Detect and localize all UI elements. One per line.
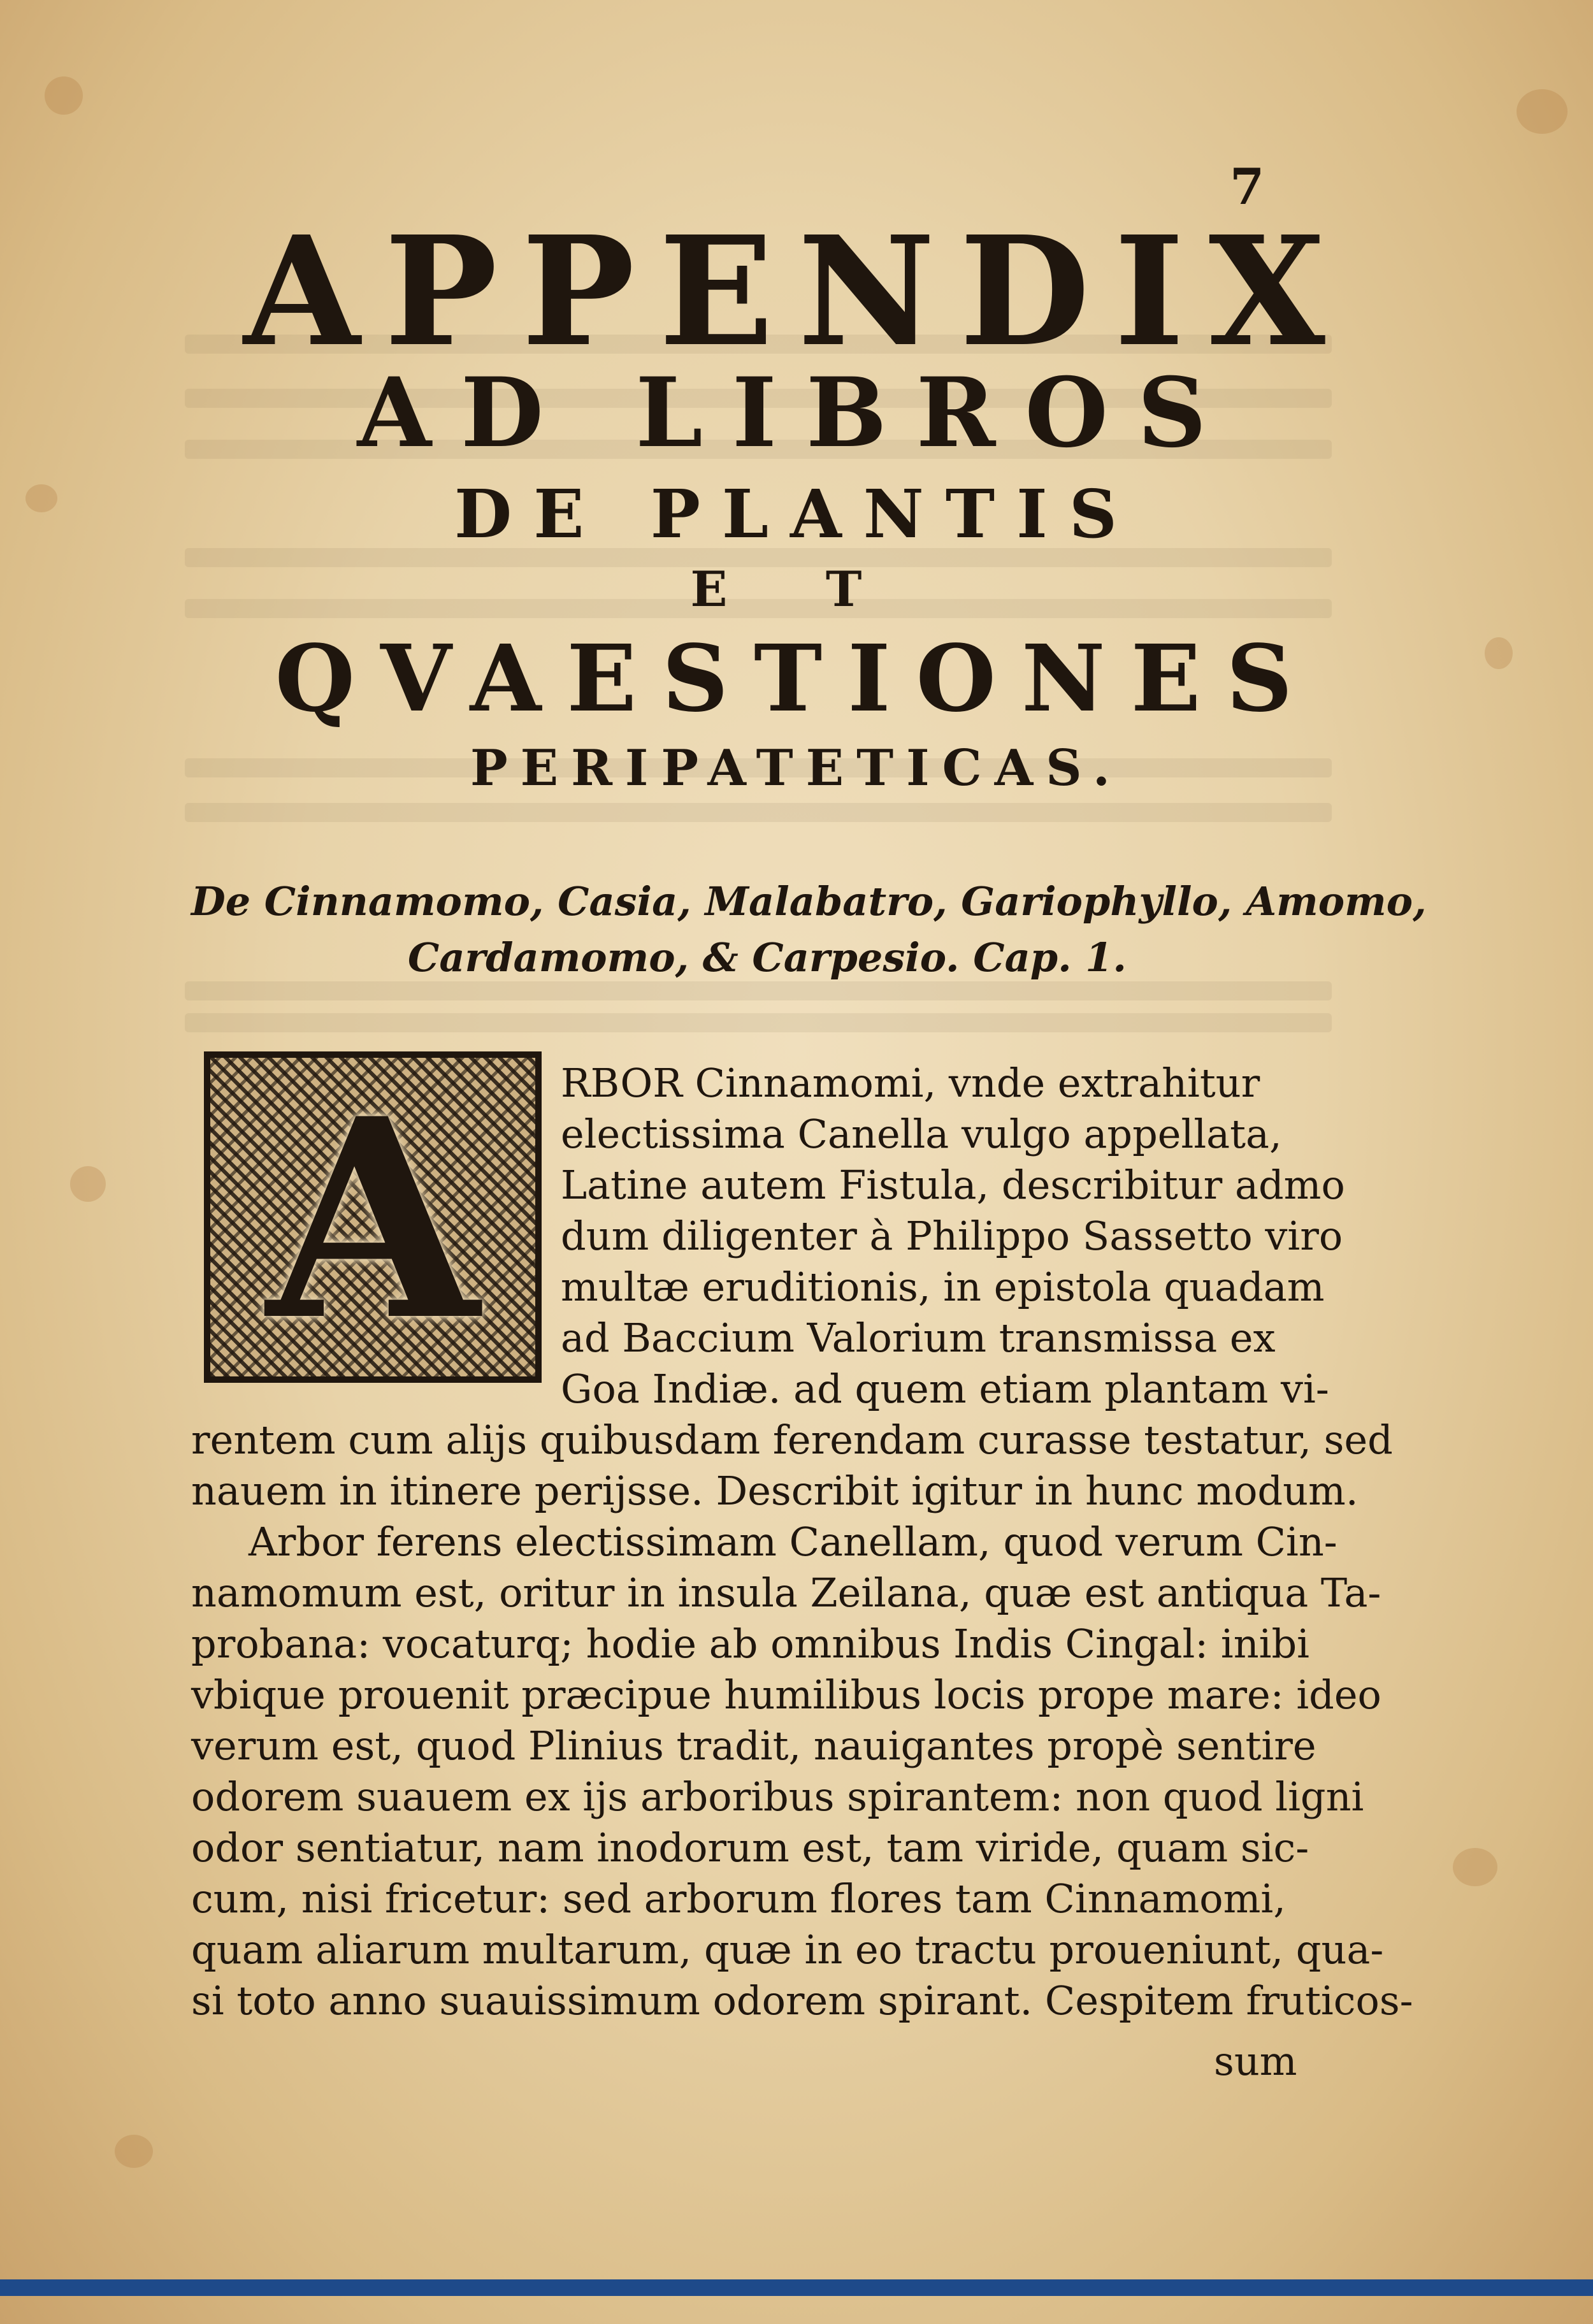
body-line: verum est, quod Plinius tradit, nauigantes propè sentire xyxy=(191,1722,1316,1769)
body-line: odor sentiatur, nam inodorum est, tam viride, quam sic- xyxy=(191,1824,1309,1871)
chapter-heading-line: Cardamomo, & Carpesio. Cap. 1. xyxy=(408,934,1127,981)
scan-edge-bar xyxy=(0,2279,1593,2296)
foxing-spot xyxy=(115,2135,153,2168)
body-line: Goa Indiæ. ad quem etiam plantam vi- xyxy=(561,1366,1329,1412)
body-line: namomum est, oritur in insula Zeilana, quæ est antiqua Ta- xyxy=(191,1570,1381,1616)
bleed-through xyxy=(185,981,1332,1000)
foxing-spot xyxy=(1517,89,1568,134)
title-line-et: E T xyxy=(690,561,903,617)
foxing-spot xyxy=(1453,1848,1497,1886)
title-line-appendix: APPENDIX xyxy=(243,203,1350,380)
body-line: multæ eruditionis, in epistola quadam xyxy=(561,1264,1325,1310)
body-line: rentem cum alijs quibusdam ferendam curasse testatur, sed xyxy=(191,1417,1393,1463)
decorated-initial xyxy=(204,1051,542,1383)
foxing-spot xyxy=(45,76,83,115)
chapter-heading-line: De Cinnamomo, Casia, Malabatro, Gariophyllo, Amomo, xyxy=(191,878,1427,925)
body-line: odorem suauem ex ijs arboribus spirantem: non quod ligni xyxy=(191,1773,1364,1820)
title-line-peripateticas: PERIPATETICAS. xyxy=(470,739,1123,797)
body-line: electissima Canella vulgo appellata, xyxy=(561,1111,1282,1157)
body-line: cum, nisi fricetur: sed arborum flores tam Cinnamomi, xyxy=(191,1875,1286,1922)
body-line: Arbor ferens electissimam Canellam, quod verum Cin- xyxy=(249,1519,1337,1565)
title-line-ad-libros: AD LIBROS xyxy=(357,357,1236,469)
body-line: dum diligenter à Philippo Sassetto viro xyxy=(561,1213,1343,1259)
title-line-quaestiones: QVAESTIONES xyxy=(275,624,1318,732)
body-line: probana: vocaturq; hodie ab omnibus Indis Cingal: inibi xyxy=(191,1620,1310,1667)
body-line: nauem in itinere perijsse. Describit igitur in hunc modum. xyxy=(191,1468,1359,1514)
catchword: sum xyxy=(1214,2038,1297,2084)
title-line-de-plantis: DE PLANTIS xyxy=(454,475,1139,553)
bleed-through xyxy=(185,803,1332,822)
page-number: 7 xyxy=(1230,158,1265,216)
body-line: Latine autem Fistula, describitur admo xyxy=(561,1162,1345,1208)
body-line: si toto anno suauissimum odorem spirant. Cespitem fruticos- xyxy=(191,1977,1413,2024)
foxing-spot xyxy=(70,1166,106,1202)
initial-letter: A xyxy=(266,1059,479,1381)
body-line: vbique prouenit præcipue humilibus locis prope mare: ideo xyxy=(191,1671,1381,1718)
body-line: quam aliarum multarum, quæ in eo tractu proueniunt, qua- xyxy=(191,1926,1384,1973)
body-line: ad Baccium Valorium transmissa ex xyxy=(561,1315,1276,1361)
bleed-through xyxy=(185,1013,1332,1032)
body-line: RBOR Cinnamomi, vnde extrahitur xyxy=(561,1060,1260,1106)
